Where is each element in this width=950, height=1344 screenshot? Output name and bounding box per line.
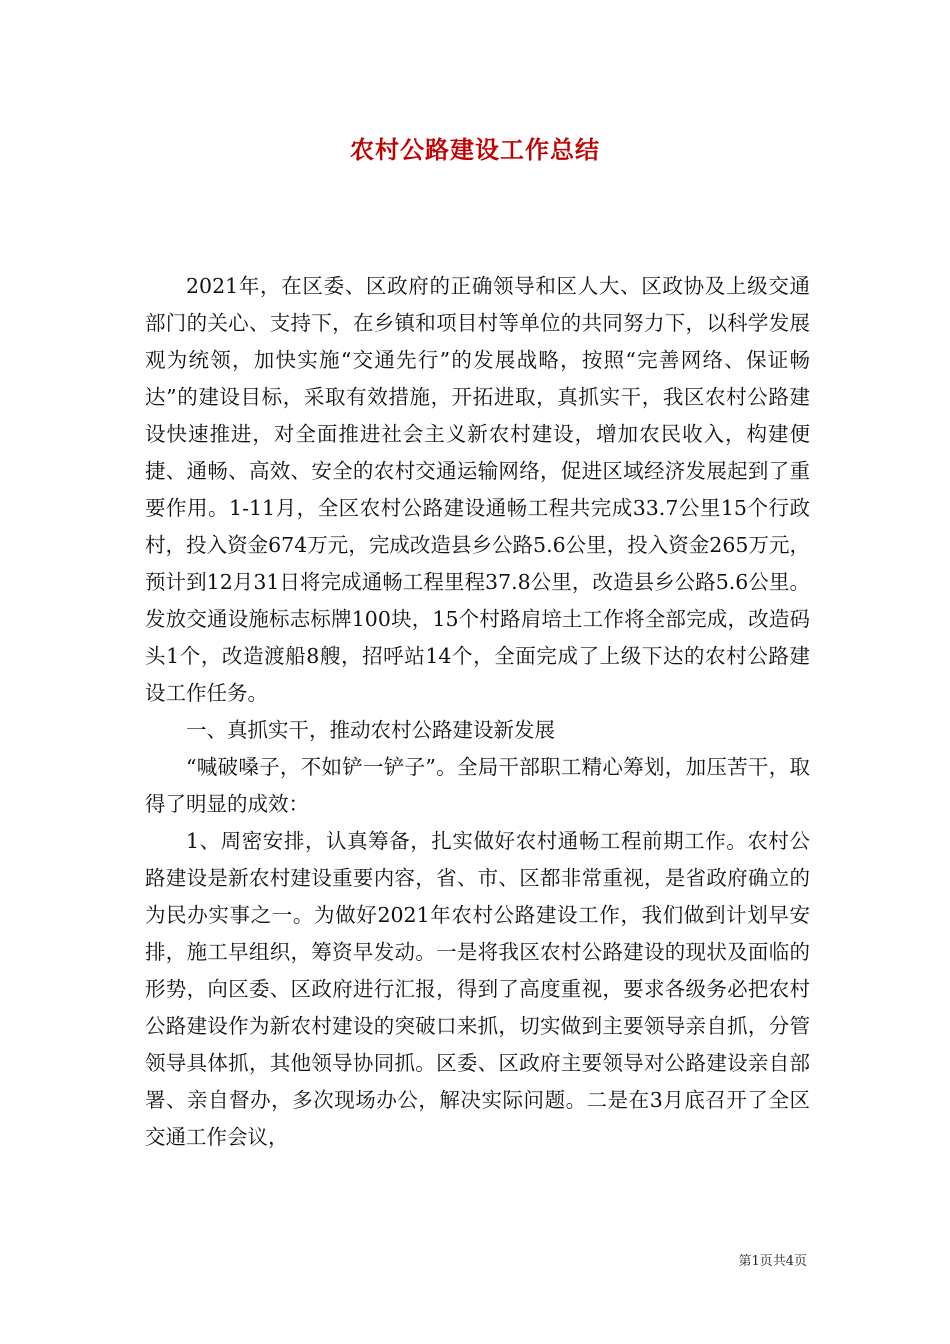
section-heading: 一、真抓实干，推动农村公路建设新发展 (186, 718, 555, 742)
paragraph: “喊破嗓子，不如铲一铲子”。全局干部职工精心筹划，加压苦干，取得了明显的成效： (145, 755, 810, 816)
document-body (145, 268, 810, 1156)
page-number-footer: 第1页共4页 (738, 1254, 807, 1269)
document-title: 农村公路建设工作总结 (350, 136, 600, 164)
paragraph: 1、周密安排，认真筹备，扎实做好农村通畅工程前期工作。农村公路建设是新农村建设重要内容，省、市、区都非常重视，是省政府确立的为民办实事之一。为做好2021年农村公路建设工作，我们做到计划早安排，施工早组织，筹资早发动。一是将我区农村公路建设的现状及面临的形势，向区委、区政府进行汇报，得到了高度重视，要求各级务必把农村公路建设作为新农村建设的突破口来抓，切实做到主要领导亲自抓，分管领导具体抓，其他领导协同抓。区委、区政府主要领导对公路建设亲自部署、亲自督办，多次现场办公，解决实际问题。二是在3月底召开了全区交通工作会议， (145, 829, 810, 1149)
paragraph: 2021年，在区委、区政府的正确领导和区人大、区政协及上级交通部门的关心、支持下，在乡镇和项目村等单位的共同努力下，以科学发展观为统领，加快实施“交通先行”的发展战略，按照“完善网络、保证畅达”的建设目标，采取有效措施，开拓进取，真抓实干，我区农村公路建设快速推进，对全面推进社会主义新农村建设，增加农民收入，构建便捷、通畅、高效、安全的农村交通运输网络，促进区域经济发展起到了重要作用。1-11月，全区农村公路建设通畅工程共完成33.7公里15个行政村，投入资金674万元，完成改造县乡公路5.6公里，投入资金265万元，预计到12月31日将完成通畅工程里程37.8公里，改造县乡公路5.6公里。发放交通设施标志标牌100块，15个村路肩培土工作将全部完成，改造码头1个，改造渡船8艘，招呼站14个，全面完成了上级下达的农村公路建设工作任务。 (145, 274, 810, 705)
